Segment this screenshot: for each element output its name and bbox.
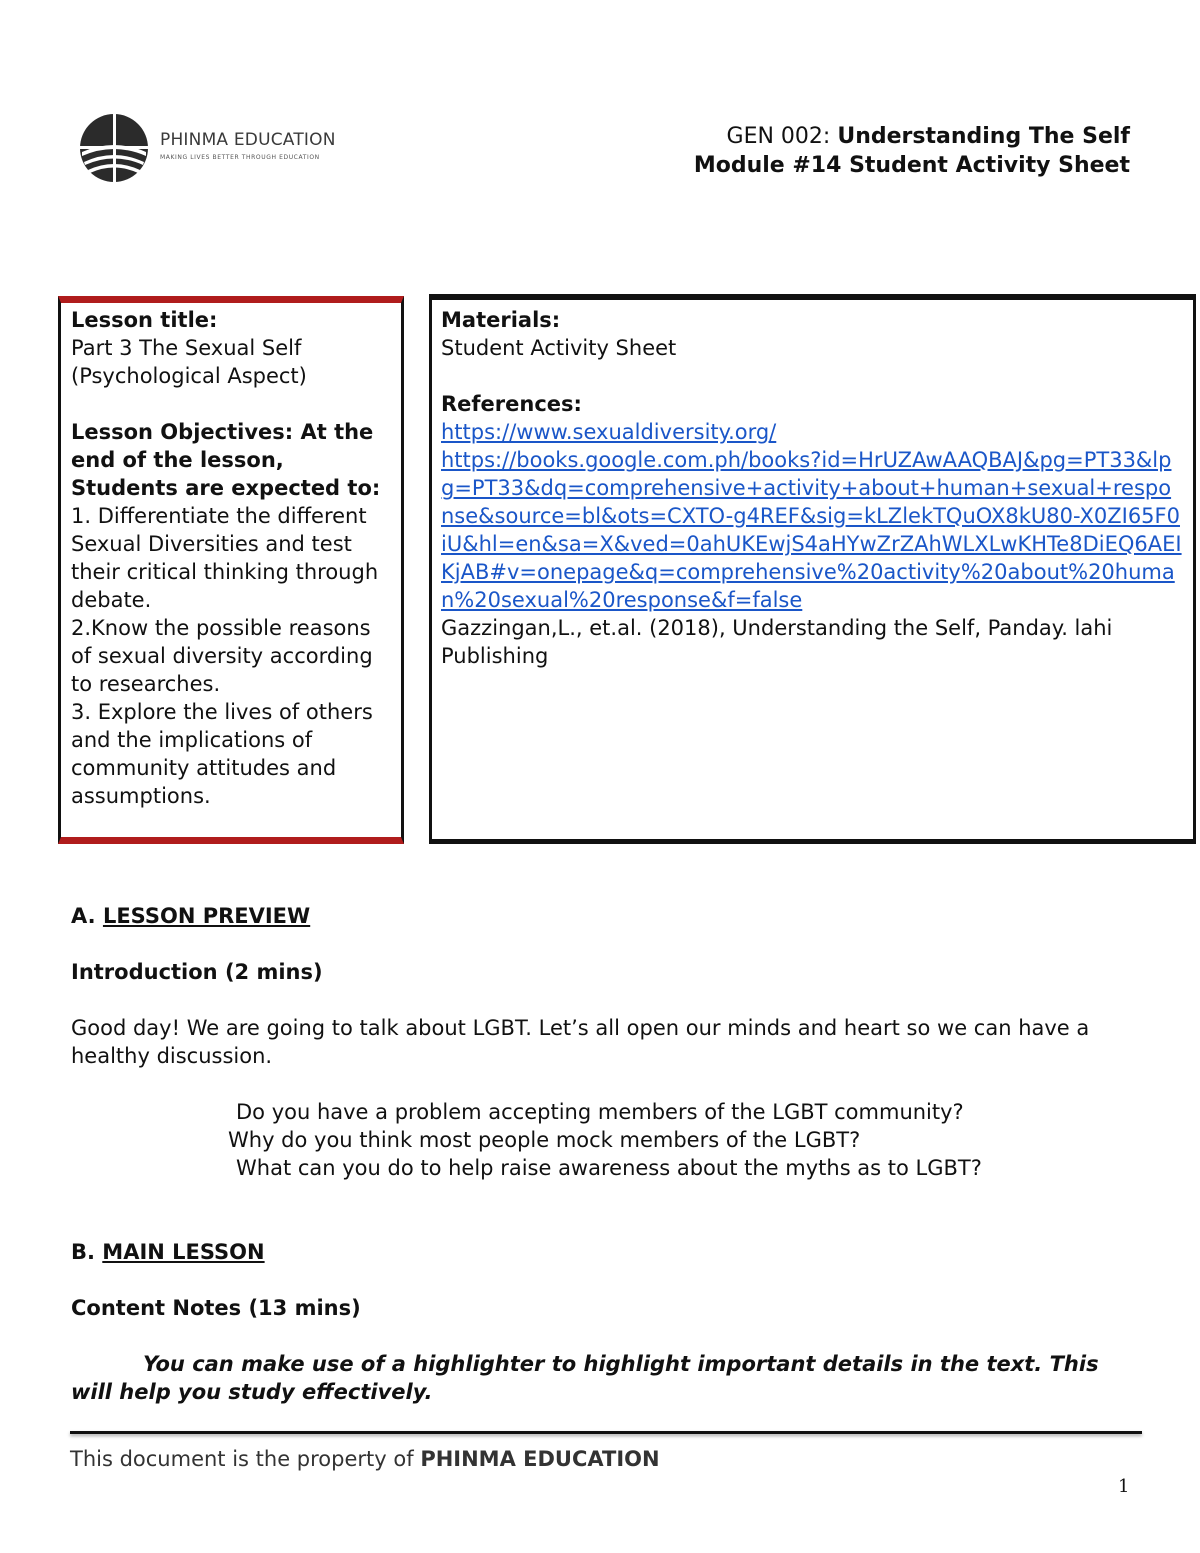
objective-item: 1. Differentiate the different Sexual Diversities and test their critical thinking through debate. xyxy=(71,504,379,612)
materials-cell xyxy=(441,306,1183,670)
footer-owner: PHINMA EDUCATION xyxy=(420,1447,660,1471)
highlighter-note: You can make use of a highlighter to highlight important details in the text. This will help you study effectively. xyxy=(71,1352,1099,1404)
section-b-title: MAIN LESSON xyxy=(102,1240,265,1264)
course-title: Understanding The Self xyxy=(837,124,1130,149)
materials-label: Materials: xyxy=(441,308,561,332)
objective-item: 2.Know the possible reasons of sexual diversity according to researches. xyxy=(71,616,373,696)
lesson-info-cell xyxy=(71,306,397,810)
footer-text: This document is the property of PHINMA EDUCATION xyxy=(70,1447,660,1471)
page-number: 1 xyxy=(1118,1476,1130,1497)
section-b-heading: B. MAIN LESSON xyxy=(71,1240,265,1264)
objectives-label: Lesson Objectives: At the end of the lesson, Students are expected to: xyxy=(71,420,381,500)
document-header xyxy=(694,122,1130,180)
lesson-title-line: (Psychological Aspect) xyxy=(71,364,307,388)
course-code: GEN 002: xyxy=(726,124,831,149)
preview-questions xyxy=(228,1098,982,1182)
reference-link-google-books[interactable]: https://books.google.com.ph/books?id=HrUZAwAAQBAJ&pg=PT33&lpg=PT33&dq=comprehensive+activity+about+human+sexual+response&source=bl&ots=CXTO-g4REF&sig=kLZlekTQuOX8kU80-X0ZI65F0iU&hl=en&sa=X&ved=0ahUKEwjS4aHYwZrZAhWLXLwKHTe8DiEQ6AEIKjAB#v=onepage&q=comprehensive%20activity%20about%20human%20sexual%20response&f=false xyxy=(441,448,1182,612)
logo-tagline: MAKING LIVES BETTER THROUGH EDUCATION xyxy=(160,154,320,161)
introduction-heading: Introduction (2 mins) xyxy=(71,960,323,984)
phinma-logo xyxy=(74,108,344,188)
reference-link-sexualdiversity[interactable]: https://www.sexualdiversity.org/ xyxy=(441,420,777,444)
reference-citation: Gazzingan,L., et.al. (2018), Understanding the Self, Panday. lahi Publishing xyxy=(441,616,1113,668)
question-item: What can you do to help raise awareness about the myths as to LGBT? xyxy=(236,1156,982,1180)
lesson-title-line: Part 3 The Sexual Self xyxy=(71,336,302,360)
section-a-heading: A. LESSON PREVIEW xyxy=(71,904,311,928)
section-a-title: LESSON PREVIEW xyxy=(102,904,311,928)
objective-item: 3. Explore the lives of others and the implications of community attitudes and assumptions. xyxy=(71,700,373,808)
question-item: Why do you think most people mock members of the LGBT? xyxy=(228,1128,861,1152)
lesson-title-label: Lesson title: xyxy=(71,308,218,332)
footer-divider xyxy=(70,1431,1142,1434)
course-line xyxy=(694,122,1130,151)
content-notes-heading: Content Notes (13 mins) xyxy=(71,1296,361,1320)
introduction-text: Good day! We are going to talk about LGBT. Let’s all open our minds and heart so we can have a healthy discussion. xyxy=(71,1016,1090,1068)
question-item: Do you have a problem accepting members of the LGBT community? xyxy=(236,1100,964,1124)
logo-name: PHINMA EDUCATION xyxy=(160,130,336,150)
references-label: References: xyxy=(441,392,582,416)
materials-value: Student Activity Sheet xyxy=(441,336,677,360)
phinma-globe-icon xyxy=(74,108,156,188)
module-line: Module #14 Student Activity Sheet xyxy=(693,153,1130,178)
